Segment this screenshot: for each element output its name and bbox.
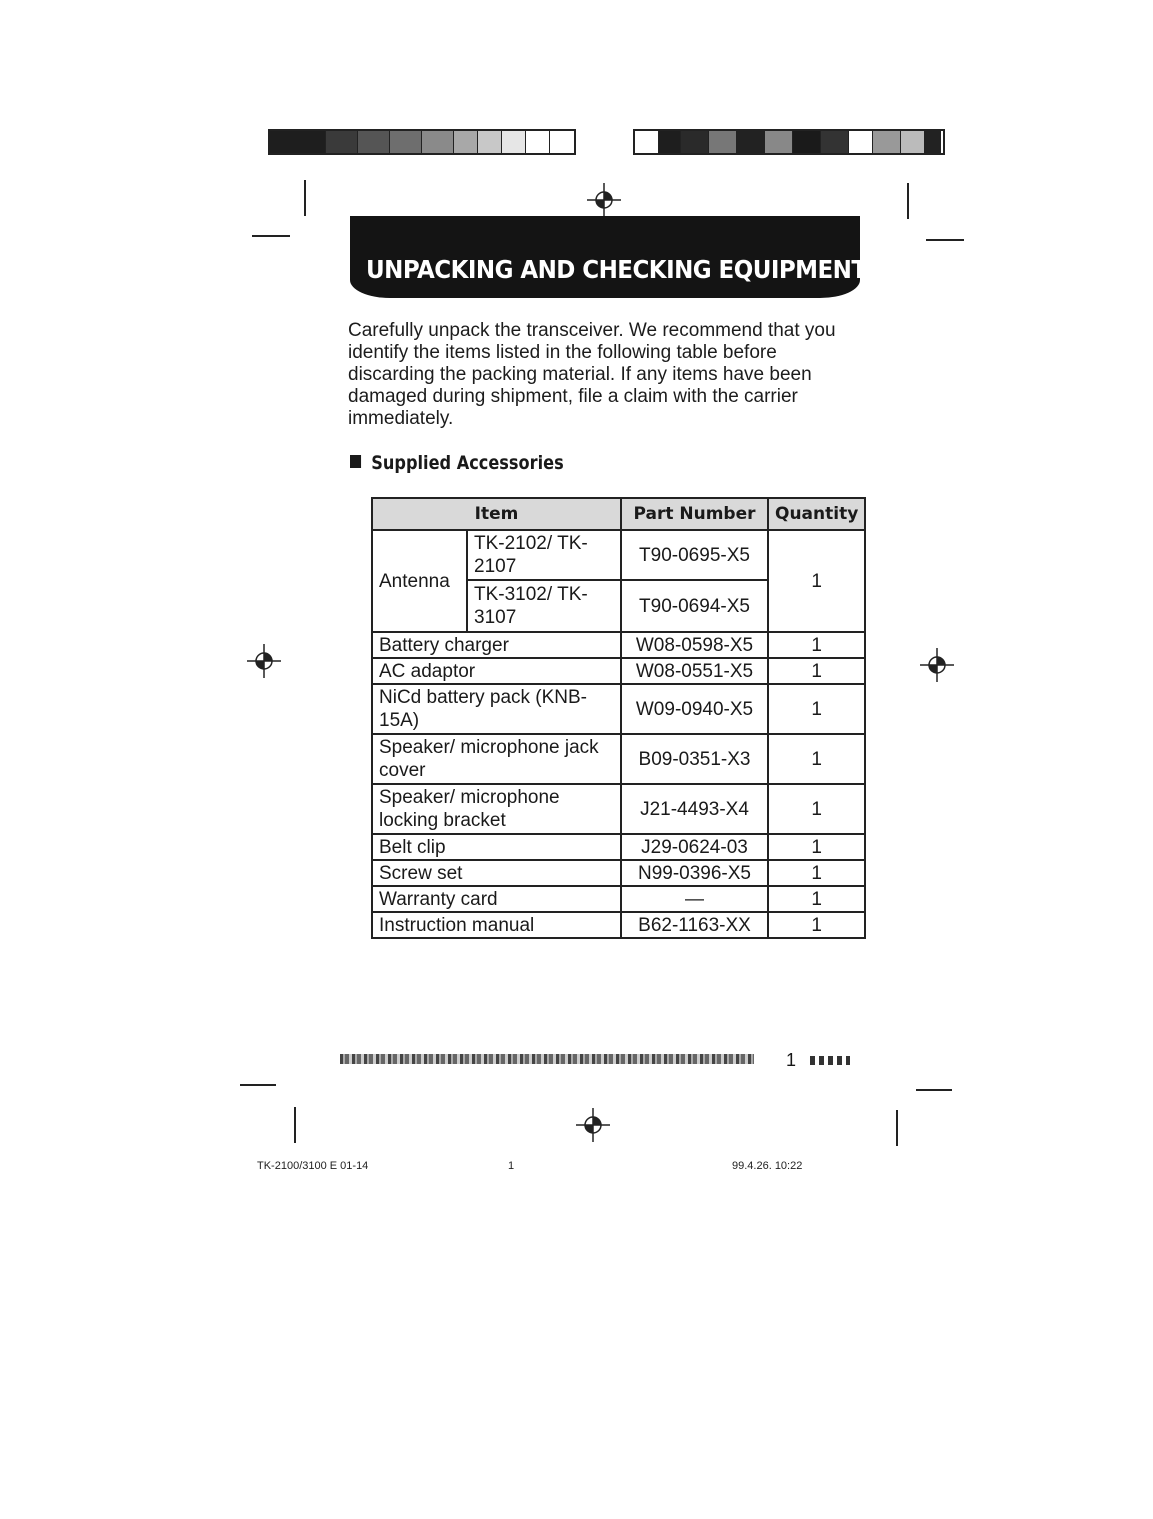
- doc-code: TK-2100/3100 E 01-14: [257, 1160, 369, 1172]
- page-title: UNPACKING AND CHECKING EQUIPMENT: [366, 255, 867, 284]
- quantity: 1: [768, 886, 865, 912]
- crop-mark: [252, 235, 290, 237]
- section-heading: [350, 452, 564, 474]
- table-row: [372, 530, 865, 580]
- part-number: B09-0351-X3: [621, 734, 768, 784]
- header-quantity: Quantity: [768, 498, 865, 530]
- header-item: Item: [372, 498, 621, 530]
- part-number: B62-1163-XX: [621, 912, 768, 938]
- crop-mark: [896, 1110, 898, 1146]
- item-name: Screw set: [372, 860, 621, 886]
- table-row: [372, 658, 865, 684]
- registration-target-icon: [576, 1108, 610, 1142]
- part-number: J21-4493-X4: [621, 784, 768, 834]
- table-row: [372, 860, 865, 886]
- table-header-row: [372, 498, 865, 530]
- item-name: Belt clip: [372, 834, 621, 860]
- quantity: 1: [768, 784, 865, 834]
- item-name: Speaker/ microphone locking bracket: [372, 784, 621, 834]
- crop-mark: [907, 183, 909, 219]
- crop-mark: [304, 180, 306, 216]
- crop-mark: [926, 239, 964, 241]
- part-number: W08-0598-X5: [621, 632, 768, 658]
- item-name: Battery charger: [372, 632, 621, 658]
- footer-strip: [340, 1054, 754, 1064]
- item-name: NiCd battery pack (KNB-15A): [372, 684, 621, 734]
- crop-mark: [916, 1089, 952, 1091]
- footer-marks: [810, 1056, 850, 1065]
- print-date: 99.4.26. 10:22: [732, 1160, 803, 1172]
- part-number: T90-0695-X5: [621, 530, 768, 580]
- section-heading-text: Supplied Accessories: [371, 452, 564, 474]
- part-number: T90-0694-X5: [621, 580, 768, 632]
- quantity: 1: [768, 658, 865, 684]
- registration-target-icon: [247, 644, 281, 678]
- antenna-label: Antenna: [372, 530, 467, 632]
- table-row: [372, 834, 865, 860]
- item-name: AC adaptor: [372, 658, 621, 684]
- intro-paragraph: Carefully unpack the transceiver. We recommend that you identify the items listed in the following table before discarding the packing material. If any items have been damaged during shipment, file a claim with the carrier immediately.: [348, 320, 836, 429]
- part-number: W08-0551-X5: [621, 658, 768, 684]
- quantity: 1: [768, 632, 865, 658]
- antenna-models: TK-2102/ TK-2107: [467, 530, 621, 580]
- table-row: [372, 886, 865, 912]
- quantity: 1: [768, 834, 865, 860]
- page-number: 1: [786, 1050, 797, 1070]
- table-row: [372, 912, 865, 938]
- header-part-number: Part Number: [621, 498, 768, 530]
- square-bullet-icon: [350, 455, 361, 468]
- part-number: J29-0624-03: [621, 834, 768, 860]
- calibration-bar-left: [268, 129, 576, 155]
- antenna-models: TK-3102/ TK-3107: [467, 580, 621, 632]
- quantity: 1: [768, 684, 865, 734]
- crop-mark: [240, 1084, 276, 1086]
- table-row: [372, 632, 865, 658]
- calibration-bar-right: [633, 129, 945, 155]
- crop-mark: [294, 1107, 296, 1143]
- item-name: Instruction manual: [372, 912, 621, 938]
- item-name: Warranty card: [372, 886, 621, 912]
- print-page-number: 1: [508, 1160, 515, 1172]
- part-number: W09-0940-X5: [621, 684, 768, 734]
- table-row: [372, 734, 865, 784]
- quantity: 1: [768, 860, 865, 886]
- quantity: 1: [768, 530, 865, 632]
- part-number: —: [621, 886, 768, 912]
- registration-target-icon: [587, 183, 621, 217]
- registration-target-icon: [920, 648, 954, 682]
- quantity: 1: [768, 912, 865, 938]
- accessories-table: [371, 497, 866, 939]
- quantity: 1: [768, 734, 865, 784]
- table-row: [372, 684, 865, 734]
- table-row: [372, 784, 865, 834]
- item-name: Speaker/ microphone jack cover: [372, 734, 621, 784]
- part-number: N99-0396-X5: [621, 860, 768, 886]
